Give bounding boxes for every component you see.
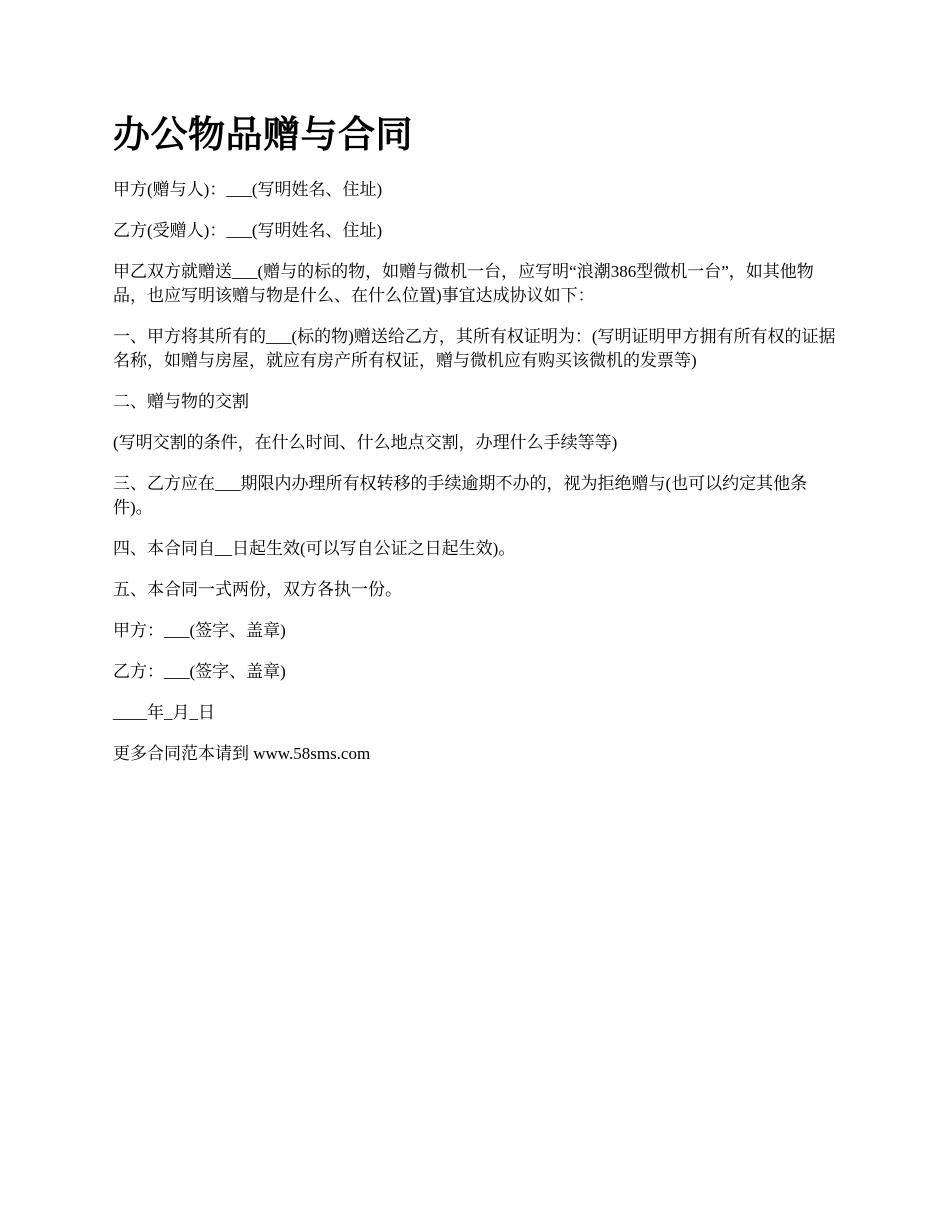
signature-party-b: 乙方：___(签字、盖章): [113, 662, 286, 681]
party-a-line: 甲方(赠与人)：___(写明姓名、住址): [113, 180, 383, 199]
clause-two-body: (写明交割的条件，在什么时间、什么地点交割，办理什么手续等等): [113, 433, 618, 452]
clause-one: 一、甲方将其所有的___(标的物)赠送给乙方，其所有权证明为：(写明证明甲方拥有所有权的证据名称，如赠与房屋，就应有房产所有权证，赠与微机应有购买该微机的发票等): [113, 327, 836, 370]
clause-five: 五、本合同一式两份，双方各执一份。: [113, 580, 402, 599]
footer-note: 更多合同范本请到 www.58sms.com: [113, 744, 371, 763]
signature-party-a: 甲方：___(签字、盖章): [113, 621, 286, 640]
clause-four: 四、本合同自__日起生效(可以写自公证之日起生效)。: [113, 539, 516, 558]
clause-two-heading: 二、赠与物的交割: [113, 392, 249, 411]
party-b-line: 乙方(受赠人)：___(写明姓名、住址): [113, 221, 383, 240]
agreement-intro: 甲乙双方就赠送___(赠与的标的物，如赠与微机一台，应写明“浪潮386型微机一台”，如其他物品，也应写明该赠与物是什么、在什么位置)事宜达成协议如下：: [113, 262, 814, 305]
document-page: [113, 0, 841, 766]
clause-three: 三、乙方应在___期限内办理所有权转移的手续逾期不办的，视为拒绝赠与(也可以约定其他条件)。: [113, 474, 808, 517]
document-title: 办公物品赠与合同: [113, 115, 413, 156]
date-line: ____年_月_日: [113, 703, 215, 722]
